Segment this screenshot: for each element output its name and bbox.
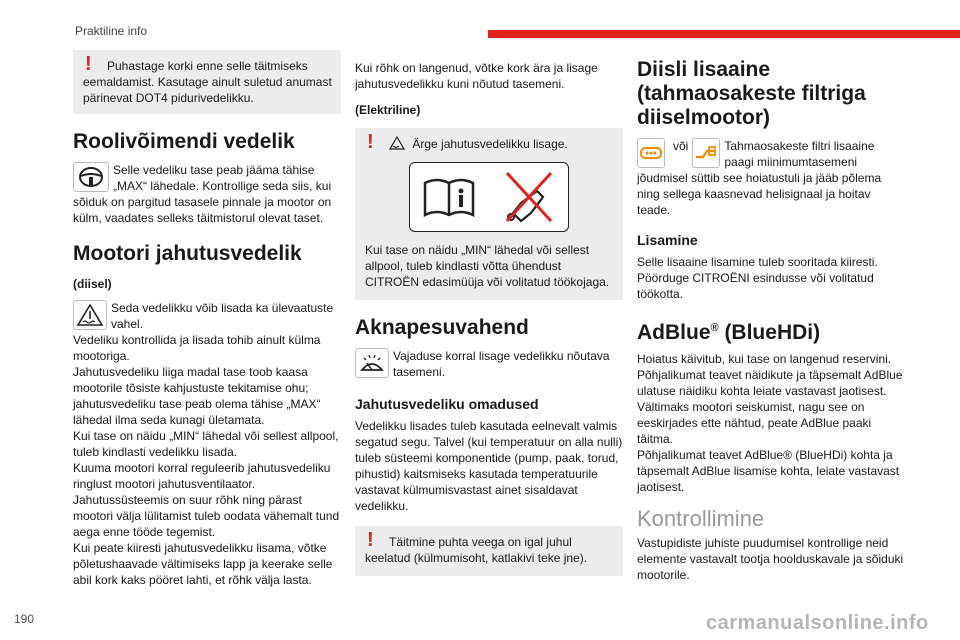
warning-text: Puhastage korki enne selle täitmiseks eemaldamist. Kasutage ainult suletud anumast pärinevat DOT4 pidurivedelikku. — [83, 59, 332, 105]
coolant-hazard-icon — [389, 136, 405, 150]
windscreen-washer-icon — [355, 348, 389, 378]
washer-body: Vajaduse korral lisage vedelikku nõutava tasemeni. — [393, 349, 610, 379]
kontroll-body: Vastupidiste juhiste puudumisel kontrollige neid elemente vastavalt tootja hoolduskavale ja sõiduki mootorile. — [637, 536, 904, 582]
coolant-intro: Kui rõhk on langenud, võtke kork ära ja lisage jahutusvedelikku kuni nõutud tasemeni. — [355, 61, 598, 91]
warning-text: Täitmine puhta veega on igal juhul keelatud (külmumisoht, katlakivi teke jne). — [365, 535, 588, 565]
warning-box-water — [355, 526, 623, 576]
watermark: carmanualsonline.info — [706, 612, 929, 634]
coolant-subtitle: (diisel) — [73, 277, 112, 291]
adblue-body-1: Hoiatus käivitub, kui tase on langenud reservini. — [637, 352, 892, 366]
power-steering-section — [73, 162, 341, 226]
header-accent-bar — [488, 30, 960, 38]
diesel-additive-body-1: Tahmaosakeste filtri lisaaine paagi miinimumtasemeni — [724, 139, 875, 169]
washer-section — [355, 348, 623, 380]
diesel-additive-section — [637, 138, 905, 218]
warning-line-text: Ärge jahutusvedelikku lisage. — [412, 137, 568, 151]
power-steering-title: Roolivõimendi vedelik — [73, 130, 295, 153]
washer-title: Aknapesuvahend — [355, 316, 529, 339]
no-coolant-illustration — [409, 162, 569, 232]
coolant-line-4: Kui tase on näidu „MIN“ lähedal või sellest allpool, tuleb kindlasti vedelikku lisada. — [73, 429, 339, 459]
coolant-warning-icon — [73, 300, 107, 330]
warning-icon: ! — [367, 131, 374, 153]
or-text: või — [673, 139, 689, 153]
particle-filter-icon — [637, 138, 665, 168]
adblue-body-4: Põhjalikumat teavet AdBlue® (BlueHDi) kohta ja täpsemalt AdBlue lisamise kohta, leiate vastavast jaotisest. — [637, 448, 900, 494]
coolant-section — [73, 300, 341, 588]
warning-first-line — [365, 131, 613, 153]
coolant-title: Mootori jahutusvedelik — [73, 242, 302, 265]
diesel-additive-body-2: jõudmisel süttib see hoiatustuli ja jääb põlema ning sellega kaasnevad helisignaal ja hoitav teade. — [637, 171, 882, 217]
column-1 — [73, 50, 341, 588]
coolant-line-2: Vedeliku kontrollida ja lisada tohib ainult külma mootoriga. — [73, 333, 321, 363]
column-3 — [637, 58, 905, 583]
electric-subtitle: (Elektriline) — [355, 103, 421, 117]
adblue-body-3: Vältimaks mootori seiskumist, nagu see on eeskirjades ette nähtud, peate AdBlue paaki täitma. — [637, 400, 872, 446]
diesel-additive-title: Diisli lisaaine (tahmaosakeste filtriga diiselmootor) — [637, 58, 866, 129]
warning-icon: ! — [85, 53, 92, 75]
column-2 — [355, 60, 623, 576]
lisamine-body: Selle lisaaine lisamine tuleb sooritada kiiresti. Pöörduge CITROËNI esindusse või volitatud töökotta. — [637, 255, 878, 301]
page-number: 190 — [14, 612, 35, 626]
coolant-line-1: vahel. — [111, 317, 144, 331]
coolant-props-title: Jahutusvedeliku omadused — [355, 396, 539, 412]
lisamine-title: Lisamine — [637, 232, 698, 248]
warning-icon: ! — [367, 529, 374, 551]
adblue-title: AdBlue® (BlueHDi) — [637, 321, 821, 344]
adblue-body-2: Põhjalikumat teavet näidikute ja täpsemalt AdBlue ulatuse näidiku kohta leiate vastavast jaotisest. — [637, 368, 903, 398]
steering-wheel-icon — [73, 162, 109, 192]
coolant-line-0: Seda vedelikku võib lisada ka ülevaatuste — [111, 301, 334, 315]
coolant-line-5: Kuuma mootori korral reguleerib jahutusvedeliku ringlust mootori jahutusventilaator. — [73, 461, 331, 491]
warning-body: Kui tase on näidu „MIN“ lähedal või sellest allpool, tuleb kindlasti võtta ühendust CITROËN edasimüüja või volitatud töökojaga. — [365, 243, 610, 289]
manual-book-icon — [421, 175, 477, 219]
fuel-additive-icon — [692, 138, 720, 168]
section-header: Praktiline info — [75, 24, 148, 38]
kontroll-title: Kontrollimine — [637, 506, 765, 531]
coolant-line-7: Kui peate kiiresti jahutusvedelikku lisama, võtke põletushaavade vältimiseks lapp ja keerake selle abil kork kaks pööret lahti, et rõhk välja lasta. — [73, 541, 333, 587]
no-refill-icon — [499, 169, 557, 225]
warning-box-brake-fluid — [73, 50, 341, 114]
coolant-props-body: Vedelikku lisades tuleb kasutada eelnevalt valmis segatud segu. Talvel (kui temperatuur on alla nulli) tuleb süsteemi komponentide (pump, paak, torud, pihustid) kaitsmiseks kasutada temperatuurile vastavat külmumisvastast ainet sisaldavat vedelikku. — [355, 419, 623, 513]
power-steering-body: Selle vedeliku tase peab jääma tähise „MAX“ lähedale. Kontrollige seda siis, kui sõiduk on pargitud tasasele pinnale ja mootor on külm, vaadates selleks täitmistorul olevat taset. — [73, 163, 332, 225]
warning-box-electric — [355, 128, 623, 300]
coolant-line-6: Jahutussüsteemis on suur rõhk ning pärast mootori välja lülitamist tuleb oodata vähemalt tund aega enne tööde tegemist. — [73, 493, 340, 539]
coolant-line-3: Jahutusvedeliku liiga madal tase toob kaasa mootorile tõsiste kahjustuste tekitamise ohu; jahutusvedeliku tase peab olema tähise „MAX“ lähedal ilma seda kunagi ületamata. — [73, 365, 321, 427]
